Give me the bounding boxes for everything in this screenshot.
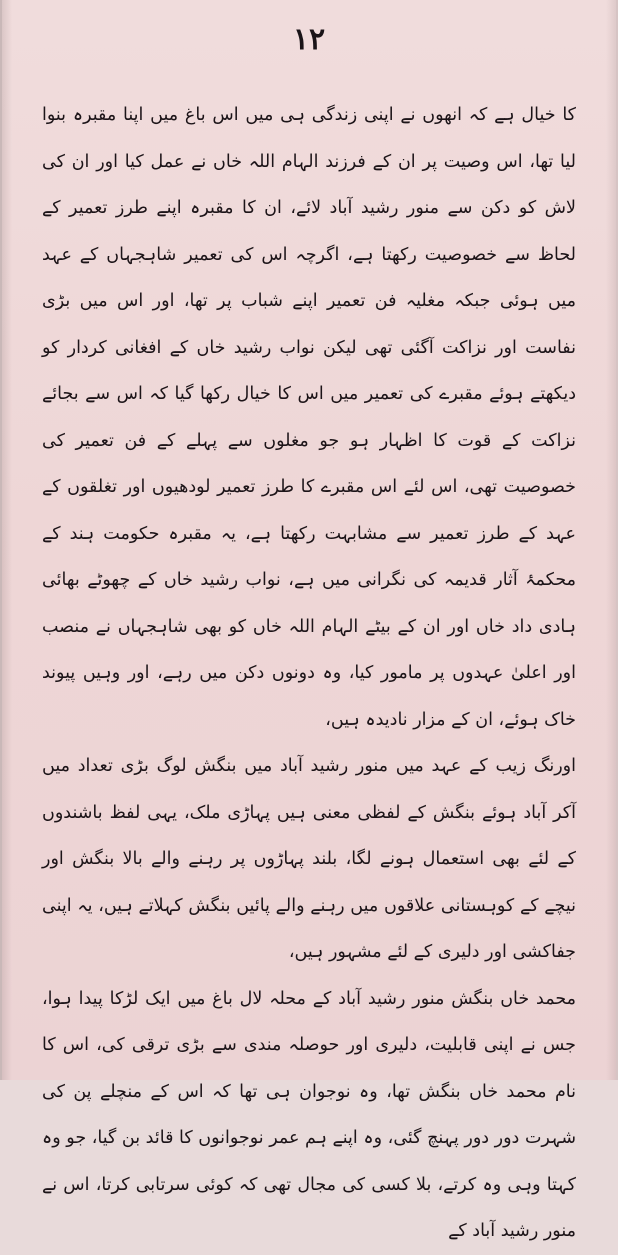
page-left-shadow — [2, 0, 12, 1080]
page-number: ۱۲ — [292, 22, 326, 57]
page-right-shadow — [606, 0, 616, 1080]
paragraph-3: محمد خاں بنگش منور رشید آباد کے محلہ لال باغ میں ایک لڑکا پیدا ہوا، جس نے اپنی قابلیت، دلیری اور حوصلہ مندی سے بڑی ترقی کی، اس کا نام محمد خاں بنگش تھا، وہ نوجوان ہی تھا کہ اس کے منچلے پن کی شہرت دور دور پہنچ گئی، وہ اپنے ہم عمر نوجوانوں کا قائد بن گیا، جو وہ کہتا وہی وہ کرتے، بلا کسی کی مجال تھی کہ کوئی سرتابی کرتا، اس نے منور رشید آباد کے — [42, 988, 576, 1241]
paragraph-1: کا خیال ہے کہ انھوں نے اپنی زندگی ہی میں اس باغ میں اپنا مقبرہ بنوا لیا تھا، اس وصیت پر ان کے فرزند الہام اللہ خاں نے عمل کیا اور ان کی لاش کو دکن سے منور رشید آباد لائے، ان کا مقبرہ اپنے طرز تعمیر کے لحاظ سے خصوصیت رکھتا ہے، اگرچہ اس کی تعمیر شاہجہاں کے عہد میں ہوئی جبکہ مغلیہ فن تعمیر اپنے شباب پر تھا، اور اس میں بڑی نفاست اور نزاکت آگئی تھی لیکن نواب رشید خاں کے افغانی کردار کو دیکھتے ہوئے مقبرے کی تعمیر میں اس کا خیال رکھا گیا کہ اس سے بجائے نزاکت کے قوت کا اظہار ہو جو مغلوں سے پہلے کے فن تعمیر کی خصوصیت تھی، اس لئے اس مقبرے کا طرز تعمیر لودھیوں اور تغلقوں کے عہد کے طرز تعمیر سے مشابہت رکھتا ہے، یہ مقبرہ حکومت ہند کے محکمۂ آثار قدیمہ کی نگرانی میں ہے، نواب رشید خاں کے چھوٹے بھائی ہادی داد خاں اور ان کے بیٹے الہام اللہ خاں کو بھی شاہجہاں نے منصب اور اعلیٰ عہدوں پر مامور کیا، وہ دونوں دکن میں رہے، اور وہیں پیوند خاک ہوئے، ان کے مزار نادیدہ ہیں، — [42, 105, 576, 730]
page-body — [42, 92, 576, 1255]
paragraph-2: اورنگ زیب کے عہد میں منور رشید آباد میں بنگش لوگ بڑی تعداد میں آکر آباد ہوئے بنگش کے لفظی معنی ہیں پہاڑی ملک، یہی لفظ باشندوں کے لئے بھی استعمال ہونے لگا، بلند پہاڑوں پر رہنے والے بالا بنگش اور نیچے کے کوہستانی علاقوں میں رہنے والے پائیں بنگش کہلاتے ہیں، یہ اپنی جفاکشی اور دلیری کے لئے مشہور ہیں، — [42, 756, 576, 962]
